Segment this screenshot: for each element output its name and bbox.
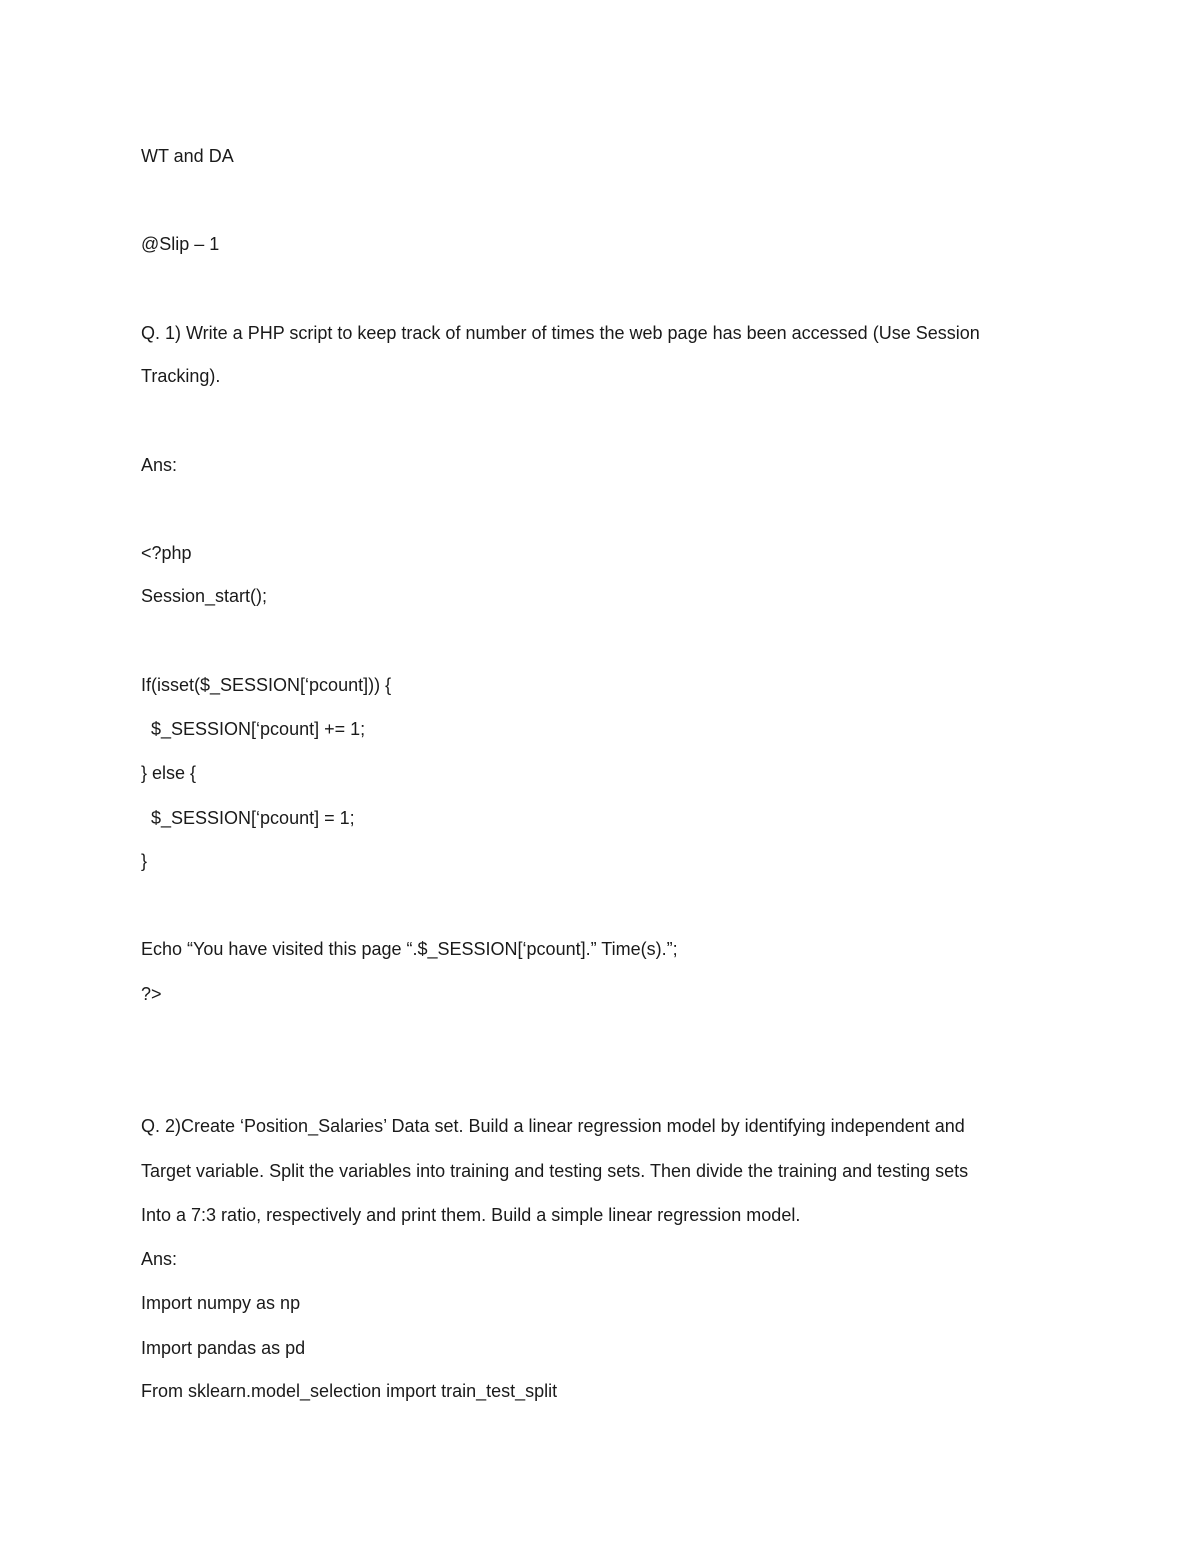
code-line: $_SESSION[‘pcount] = 1;: [141, 808, 355, 828]
question-2-line-1: Q. 2)Create ‘Position_Salaries’ Data set. Build a linear regression model by identifying independent and: [141, 1116, 965, 1136]
code-line: } else {: [141, 763, 197, 783]
code-line: $_SESSION[‘pcount] += 1;: [141, 719, 366, 739]
question-1-line-2: Tracking).: [141, 366, 221, 386]
code-line: Import numpy as np: [141, 1293, 301, 1313]
code-line: <?php: [141, 543, 192, 563]
code-line: Import pandas as pd: [141, 1338, 306, 1358]
code-line: From sklearn.model_selection import train_test_split: [141, 1381, 558, 1401]
code-line: }: [141, 851, 148, 871]
question-1-line-1: Q. 1) Write a PHP script to keep track of number of times the web page has been accessed (Use Session: [141, 323, 980, 343]
code-line: Session_start();: [141, 586, 268, 606]
code-line: Echo “You have visited this page “.$_SESSION[‘pcount].” Time(s).”;: [141, 939, 678, 959]
answer-1-label: Ans:: [141, 455, 178, 475]
code-line: ?>: [141, 984, 162, 1004]
answer-2-label: Ans:: [141, 1249, 178, 1269]
question-2-line-3: Into a 7:3 ratio, respectively and print them. Build a simple linear regression model.: [141, 1205, 801, 1225]
question-2-line-2: Target variable. Split the variables into training and testing sets. Then divide the training and testing sets: [141, 1161, 969, 1181]
code-line: If(isset($_SESSION[‘pcount])) {: [141, 675, 392, 695]
slip-heading: @Slip – 1: [141, 234, 220, 254]
document-header: WT and DA: [141, 146, 234, 166]
